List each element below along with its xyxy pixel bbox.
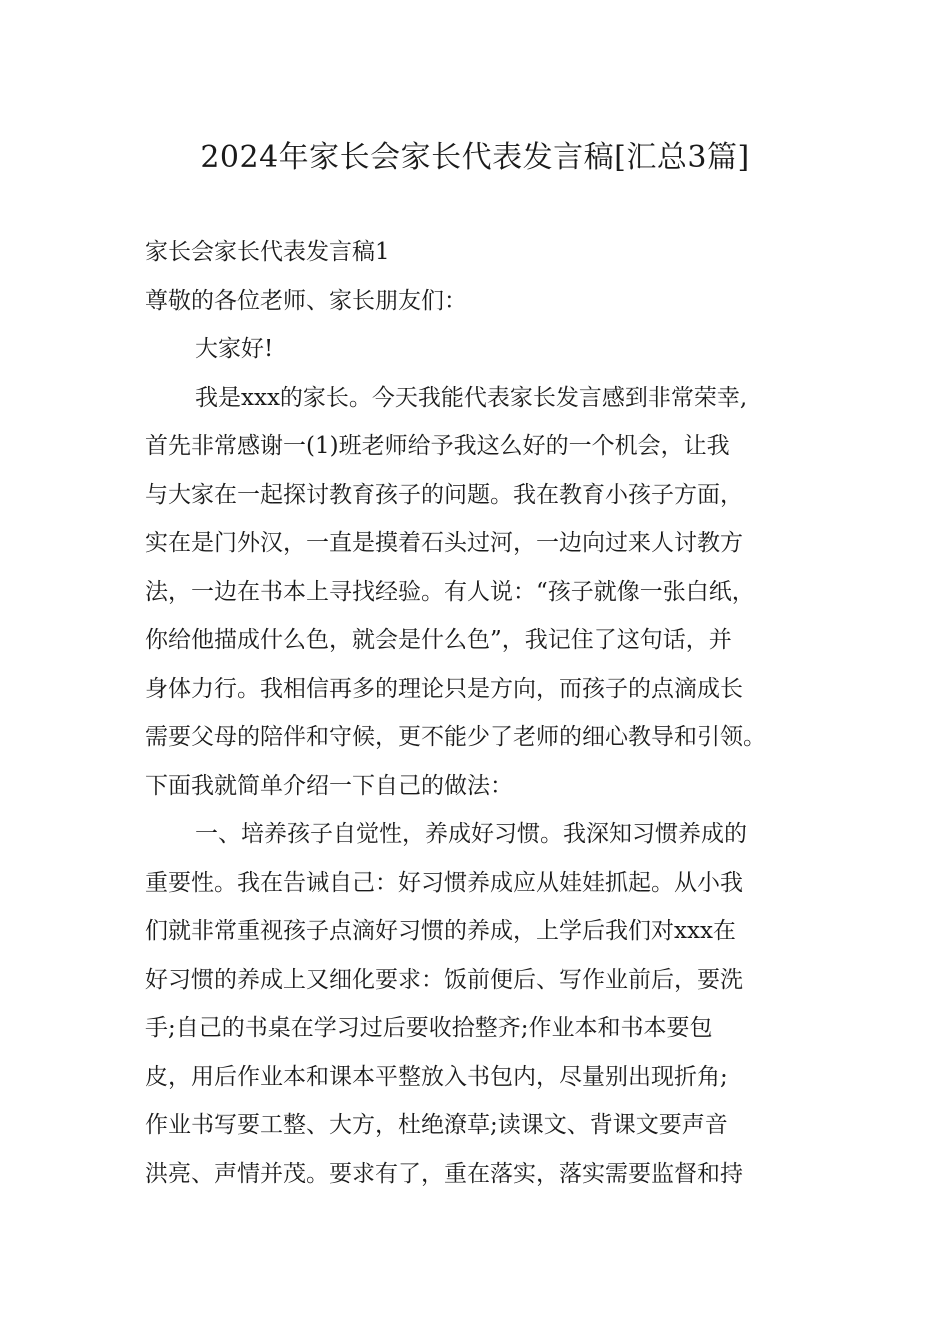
paragraph-line: 好习惯的养成上又细化要求：饭前便后、写作业前后，要洗 <box>145 966 743 993</box>
paragraph-line: 身体力行。我相信再多的理论只是方向，而孩子的点滴成长 <box>145 675 743 702</box>
paragraph-line: 作业书写要工整、大方，杜绝潦草;读课文、背课文要声音 <box>145 1112 728 1138</box>
salutation: 尊敬的各位老师、家长朋友们： <box>145 287 467 314</box>
paragraph-line: 与大家在一起探讨教育孩子的问题。我在教育小孩子方面， <box>145 481 743 508</box>
paragraph-line: 下面我就简单介绍一下自己的做法： <box>145 772 513 799</box>
paragraph-line: 皮，用后作业本和课本平整放入书包内，尽量别出现折角; <box>145 1063 728 1090</box>
paragraph-line: 洪亮、声情并茂。要求有了，重在落实，落实需要监督和持 <box>145 1160 743 1187</box>
paragraph-line: 重要性。我在告诫自己：好习惯养成应从娃娃抓起。从小我 <box>145 869 743 896</box>
paragraph-line: 我是xxx的家长。今天我能代表家长发言感到非常荣幸, <box>195 384 748 411</box>
section-heading: 家长会家长代表发言稿1 <box>145 239 390 265</box>
greeting: 大家好! <box>195 336 274 362</box>
paragraph-line: 法，一边在书本上寻找经验。有人说：“孩子就像一张白纸， <box>145 578 755 605</box>
document-body <box>145 228 825 1198</box>
paragraph-line: 一、培养孩子自觉性，养成好习惯。我深知习惯养成的 <box>195 821 747 847</box>
paragraph-line: 实在是门外汉，一直是摸着石头过河，一边向过来人讨教方 <box>145 530 743 556</box>
paragraph-line: 你给他描成什么色，就会是什么色”，我记住了这句话，并 <box>145 627 732 653</box>
paragraph-line: 需要父母的陪伴和守候，更不能少了老师的细心教导和引领。 <box>145 724 766 750</box>
paragraph-line: 首先非常感谢一(1)班老师给予我这么好的一个机会，让我 <box>145 433 730 459</box>
paragraph-line: 们就非常重视孩子点滴好习惯的养成，上学后我们对xxx在 <box>145 918 736 944</box>
paragraph-line: 手;自己的书桌在学习过后要收拾整齐;作业本和书本要包 <box>145 1015 713 1041</box>
document-title: 2024年家长会家长代表发言稿[汇总3篇] <box>200 140 750 175</box>
